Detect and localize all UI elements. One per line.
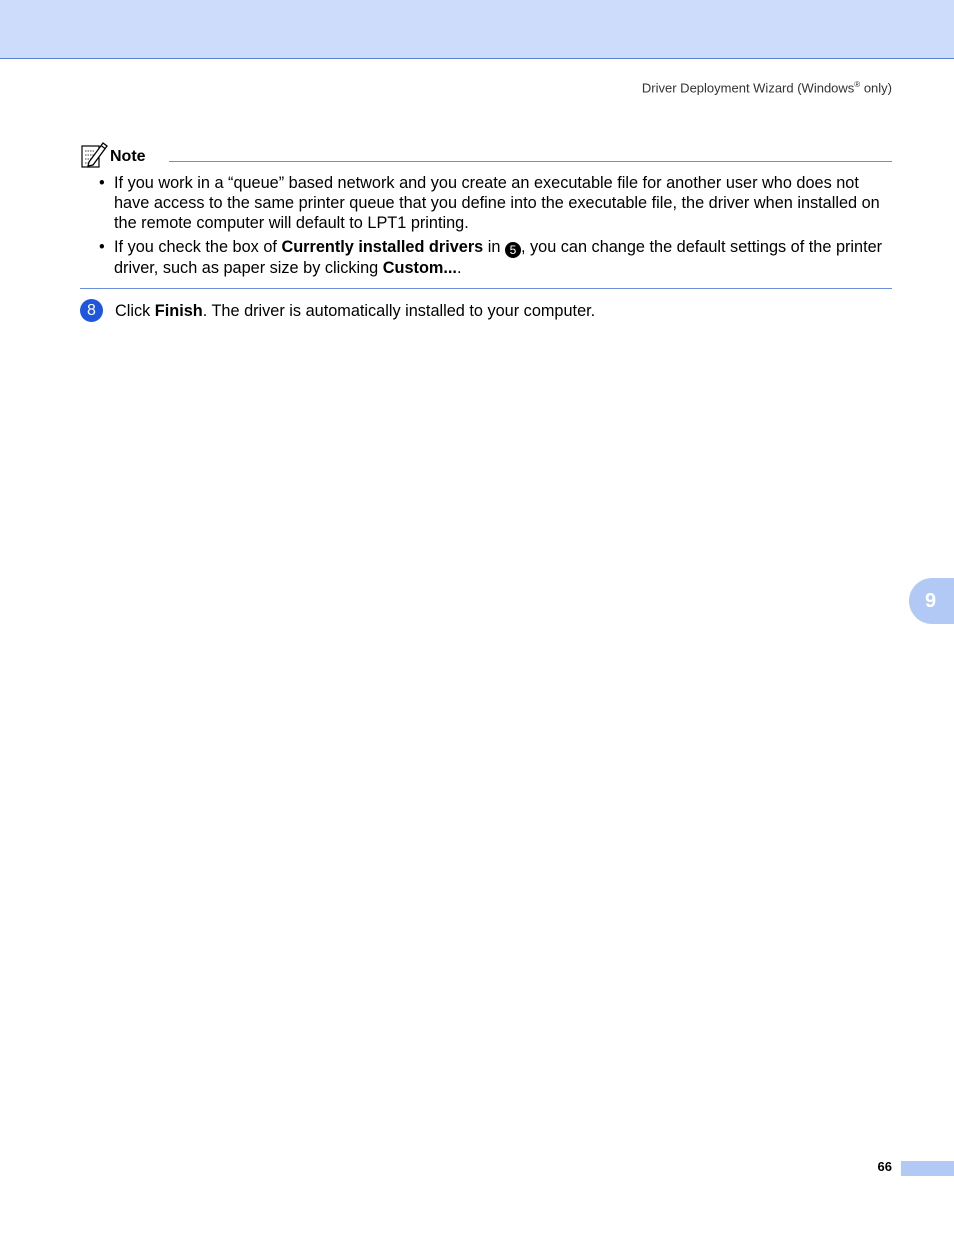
step-text-bold: Finish bbox=[154, 302, 203, 320]
step-text-pre: Click bbox=[115, 302, 155, 320]
note-title: Note bbox=[110, 148, 146, 165]
note-item-text: , you can change the default settings of the printer driver, such as paper size by clicking bbox=[114, 238, 883, 277]
note-item-text: . bbox=[456, 259, 462, 277]
note-pencil-icon bbox=[80, 141, 108, 169]
bullet: • bbox=[99, 174, 105, 192]
note-header bbox=[80, 141, 892, 167]
running-header bbox=[642, 80, 892, 95]
step-text bbox=[115, 299, 595, 323]
note-list bbox=[96, 173, 892, 282]
step-number-badge: 8 bbox=[80, 299, 103, 322]
top-header-band bbox=[0, 0, 954, 59]
note-item-bold: Custom... bbox=[382, 259, 457, 277]
running-header-title: Driver Deployment Wizard (Windows bbox=[641, 80, 855, 96]
note-item-bold: Currently installed drivers bbox=[281, 238, 484, 256]
step-text-post: . The driver is automatically installed to your computer. bbox=[202, 302, 596, 320]
chapter-tab: 9 bbox=[909, 578, 954, 624]
note-header-rule bbox=[169, 161, 892, 162]
registered-mark: ® bbox=[854, 80, 861, 89]
note-item-text: If you check the box of bbox=[114, 238, 282, 256]
note-item-text: If you work in a “queue” based network and you create an executable file for another user who does not have access to the same printer queue that you define into the executable file, the driver when installed on the remote computer will default to LPT1 printing. bbox=[114, 174, 880, 232]
step-reference-badge: 5 bbox=[505, 242, 521, 258]
page-number-bar bbox=[901, 1161, 954, 1176]
note-list-item bbox=[96, 173, 892, 233]
note-list-item bbox=[96, 237, 892, 278]
note-end-rule bbox=[80, 288, 892, 289]
note-item-text: in bbox=[483, 238, 505, 256]
running-header-suffix: only) bbox=[860, 80, 892, 96]
bullet: • bbox=[99, 238, 105, 256]
page-number: 66 bbox=[877, 1159, 892, 1174]
